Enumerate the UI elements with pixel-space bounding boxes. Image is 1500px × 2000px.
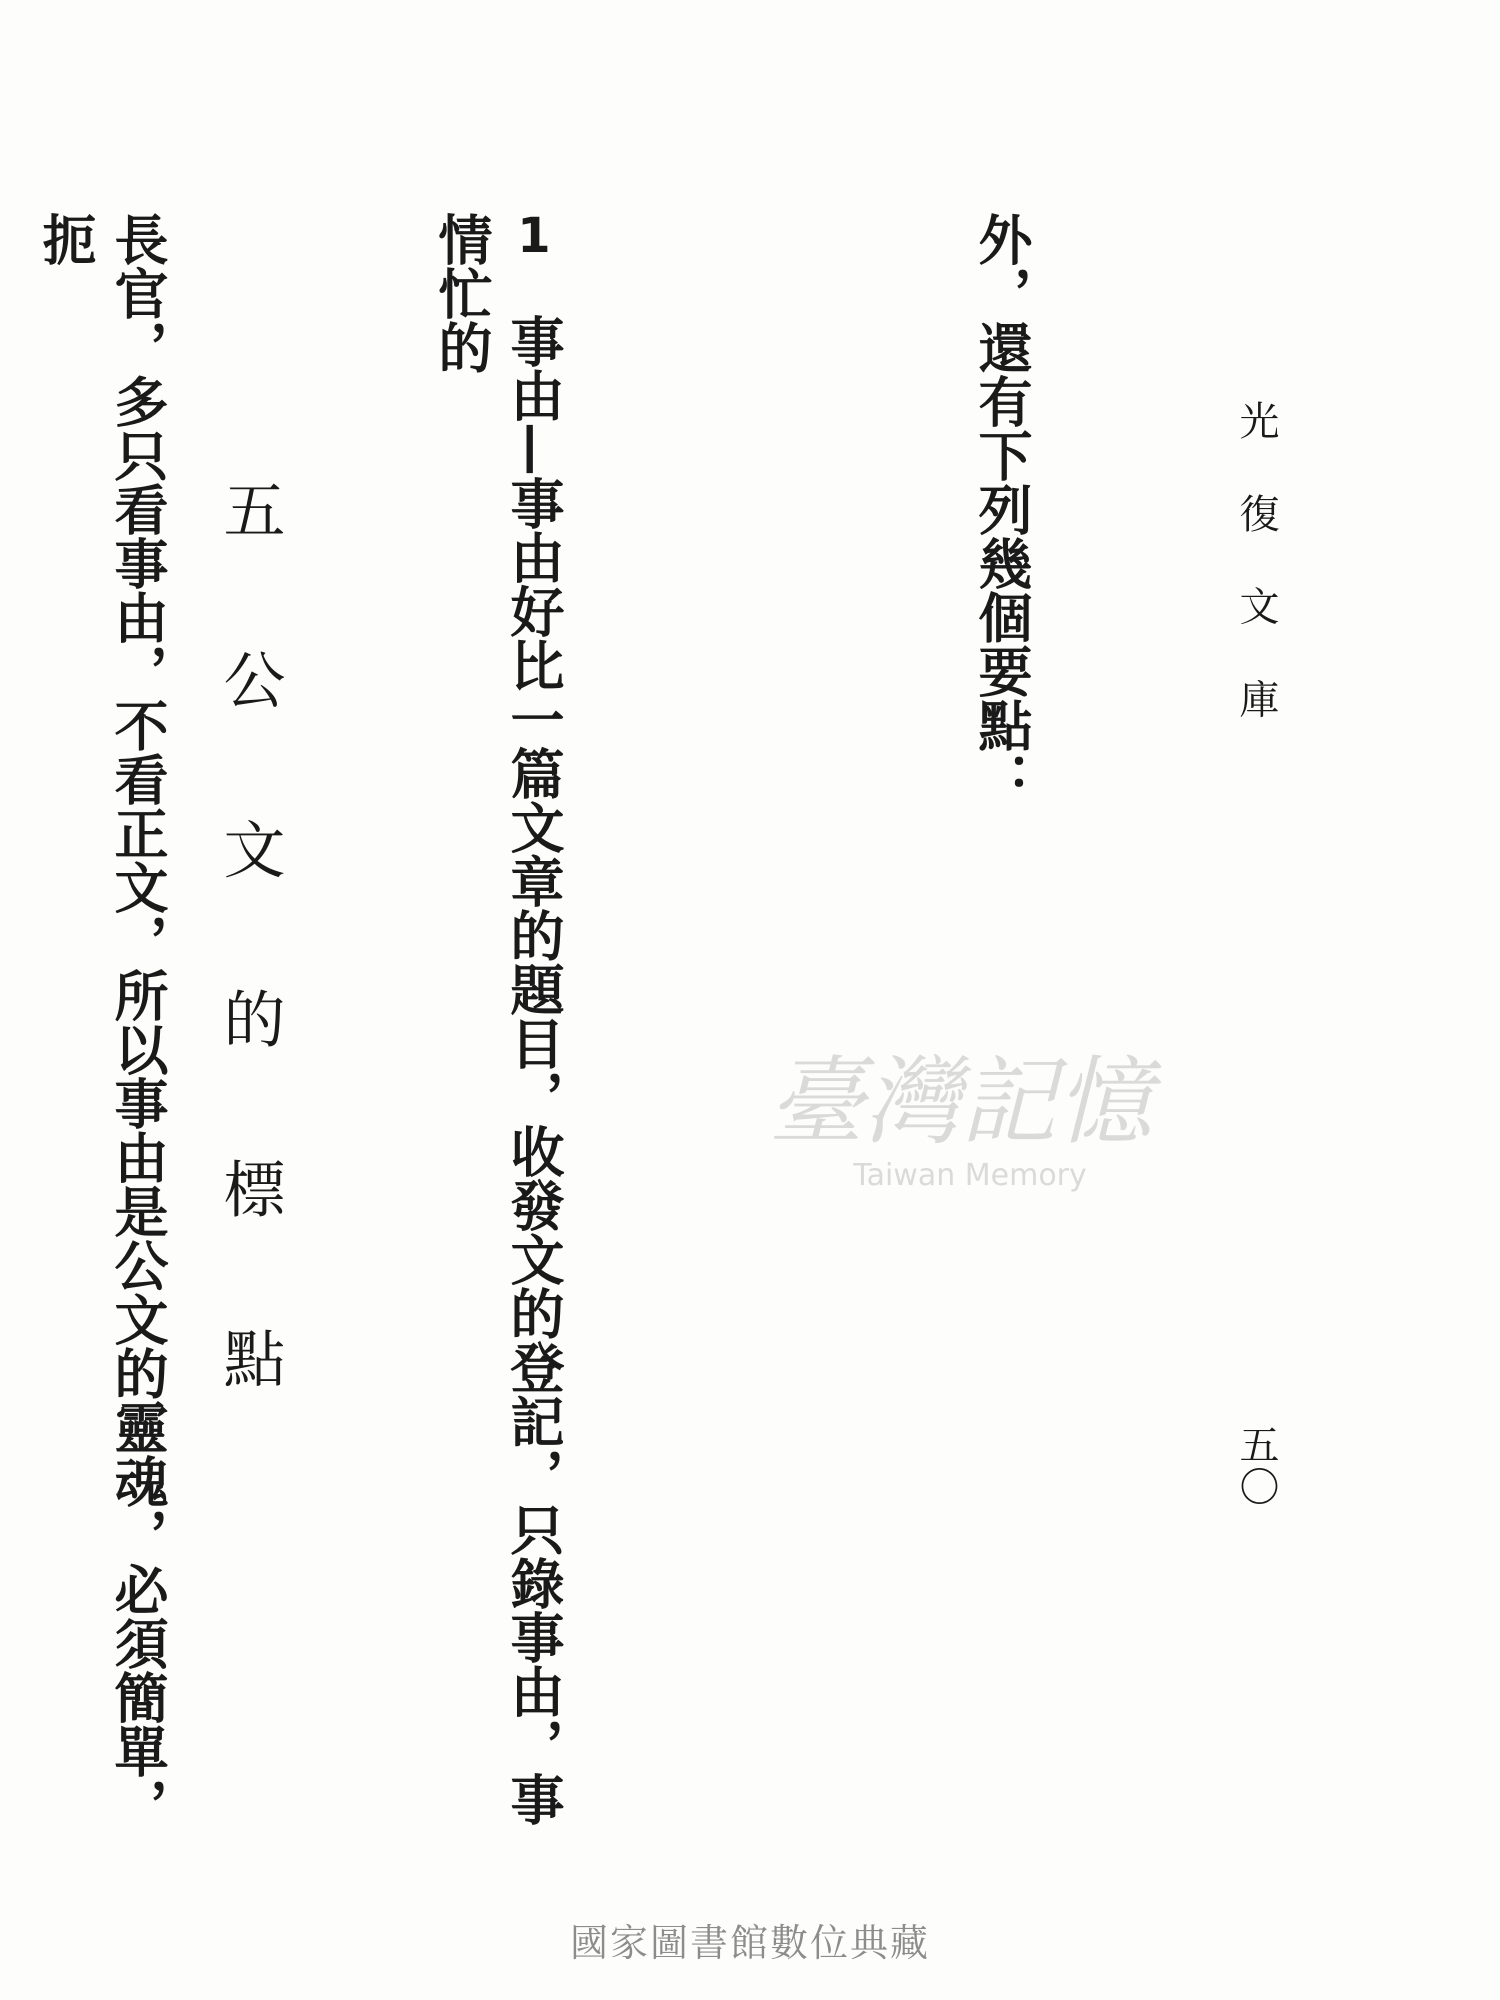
body-text <box>0 212 1182 1842</box>
list-item-number: 1 <box>517 212 551 260</box>
section-heading: 五 公 文 的 標 點 <box>213 478 286 1433</box>
page-number: 五〇 <box>1233 1424 1279 1508</box>
watermark-en-text: Taiwan Memory <box>853 1158 1087 1193</box>
watermark-cjk-text: 臺灣記憶 <box>768 1046 1152 1158</box>
list-item-text: 事由—事由好比一篇文章的題目，收發文的登記，只錄事由，事情忙的 <box>430 212 566 1826</box>
taiwan-memory-watermark-logo <box>740 1030 1180 1200</box>
list-item-1-line-2: 長官，多只看事由，不看正文，所以事由是公文的靈魂，必須簡單，扼 <box>34 212 170 1832</box>
footer-credit: 國家圖書館數位典藏 <box>569 1921 930 1965</box>
list-item-1-line-1 <box>426 212 678 1842</box>
intro-line: 外，還有下列幾個要點： <box>970 212 1034 806</box>
running-title: 光 復 文 庫 <box>1233 400 1279 739</box>
